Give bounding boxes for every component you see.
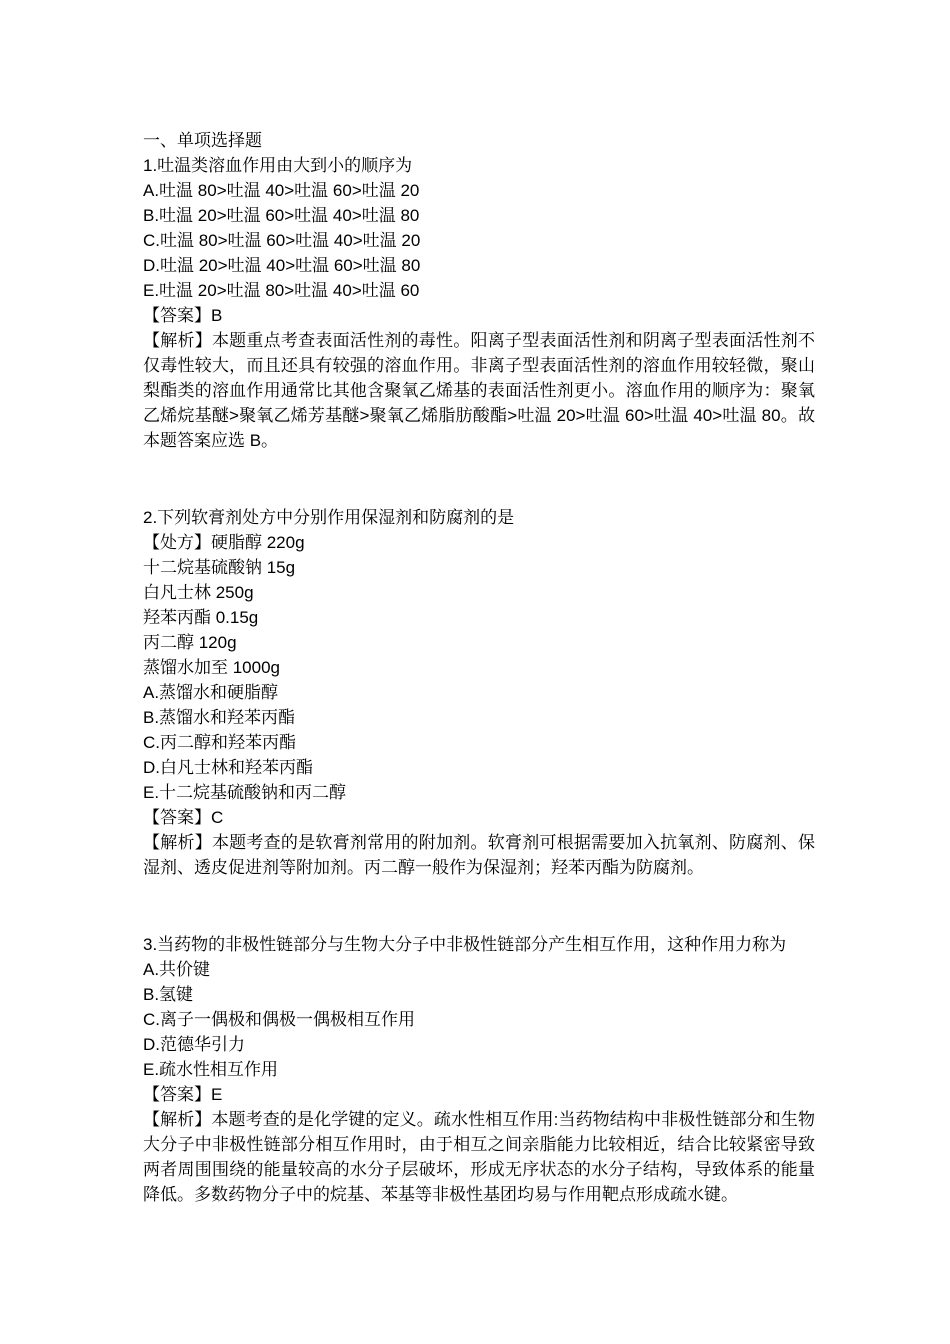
question-2-option-a: A.蒸馏水和硬脂醇 (143, 683, 279, 702)
question-2-option-d: D.白凡士林和羟苯丙酯 (143, 758, 313, 777)
question-1-option-c: C.吐温 80>吐温 60>吐温 40>吐温 20 (143, 231, 421, 250)
question-2-option-b: B.蒸馏水和羟苯丙酯 (143, 708, 296, 727)
question-2-analysis: 【解析】本题考查的是软膏剂常用的附加剂。软膏剂可根据需要加入抗氧剂、防腐剂、保湿剂、透皮促进剂等附加剂。丙二醇一般作为保湿剂；羟苯丙酯为防腐剂。 (143, 833, 815, 877)
question-3-option-e: E.疏水性相互作用 (143, 1060, 279, 1079)
question-3-option-d: D.范德华引力 (143, 1035, 245, 1054)
question-2-prescription-1: 【处方】硬脂醇 220g (143, 533, 305, 552)
question-1-stem: 1.吐温类溶血作用由大到小的顺序为 (143, 156, 413, 175)
question-3-answer: 【答案】E (143, 1085, 223, 1104)
question-3-option-c: C.离子一偶极和偶极一偶极相互作用 (143, 1010, 415, 1029)
question-2-option-c: C.丙二醇和羟苯丙酯 (143, 733, 296, 752)
question-3-option-a: A.共价键 (143, 960, 211, 979)
question-3 (143, 932, 815, 1207)
question-2-prescription-5: 丙二醇 120g (143, 633, 237, 652)
question-2-prescription-6: 蒸馏水加至 1000g (143, 658, 280, 677)
question-2 (143, 505, 815, 880)
question-1 (143, 153, 815, 453)
question-gap-1 (143, 453, 815, 505)
section-title: 一、单项选择题 (143, 131, 262, 150)
question-1-answer: 【答案】B (143, 306, 223, 325)
question-1-analysis: 【解析】本题重点考查表面活性剂的毒性。阳离子型表面活性剂和阴离子型表面活性剂不仅毒性较大，而且还具有较强的溶血作用。非离子型表面活性剂的溶血作用较轻微，聚山梨酯类的溶血作用通常比其他含聚氧乙烯基的表面活性剂更小。溶血作用的顺序为：聚氧乙烯烷基醚>聚氧乙烯芳基醚>聚氧乙烯脂肪酸酯>吐温 20>吐温 60>吐温 40>吐温 80。故本题答案应选 B。 (143, 331, 815, 450)
question-1-option-d: D.吐温 20>吐温 40>吐温 60>吐温 80 (143, 256, 421, 275)
question-2-answer: 【答案】C (143, 808, 224, 827)
document-content (143, 128, 815, 1207)
question-2-option-e: E.十二烷基硫酸钠和丙二醇 (143, 783, 347, 802)
question-2-prescription-3: 白凡士林 250g (143, 583, 254, 602)
question-gap-2 (143, 880, 815, 932)
question-2-prescription-2: 十二烷基硫酸钠 15g (143, 558, 296, 577)
question-3-option-b: B.氢键 (143, 985, 194, 1004)
question-1-option-a: A.吐温 80>吐温 40>吐温 60>吐温 20 (143, 181, 420, 200)
question-3-stem: 3.当药物的非极性链部分与生物大分子中非极性链部分产生相互作用，这种作用力称为 (143, 935, 787, 954)
question-2-stem: 2.下列软膏剂处方中分别作用保湿剂和防腐剂的是 (143, 508, 515, 527)
question-3-analysis: 【解析】本题考查的是化学键的定义。疏水性相互作用:当药物结构中非极性链部分和生物大分子中非极性链部分相互作用时，由于相互之间亲脂能力比较相近，结合比较紧密导致两者周围围绕的能量较高的水分子层破坏，形成无序状态的水分子结构，导致体系的能量降低。多数药物分子中的烷基、苯基等非极性基团均易与作用靶点形成疏水键。 (143, 1110, 815, 1204)
question-2-prescription-4: 羟苯丙酯 0.15g (143, 608, 259, 627)
question-1-option-e: E.吐温 20>吐温 80>吐温 40>吐温 60 (143, 281, 420, 300)
question-1-option-b: B.吐温 20>吐温 60>吐温 40>吐温 80 (143, 206, 420, 225)
